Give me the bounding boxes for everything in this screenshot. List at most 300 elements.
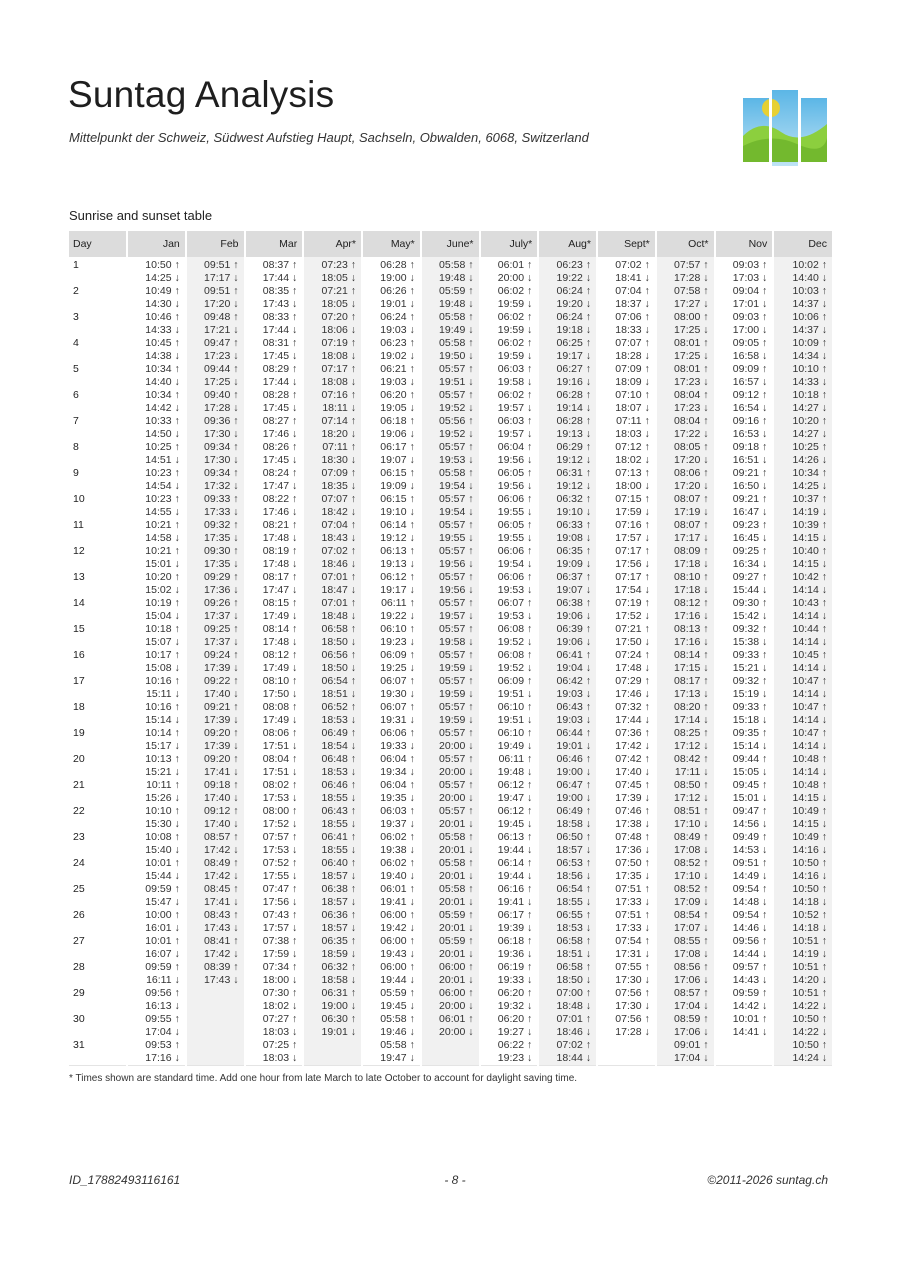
sunrise-time: 07:51 ↑ [615,883,650,895]
sunset-time: 17:49 ↓ [262,661,298,674]
time-cell [656,831,715,857]
sunrise-time: 06:30 ↑ [321,1013,356,1025]
sunset-time: 17:57 ↓ [615,531,650,544]
time-cell [480,675,539,701]
time-cell [597,415,656,441]
sunrise-time: 08:04 ↑ [674,389,709,401]
sunset-time: 15:02 ↓ [145,583,180,596]
sunset-time: 19:59 ↓ [439,661,474,674]
sunrise-time: 06:02 ↑ [380,857,415,869]
time-cell [656,727,715,753]
sunset-time: 17:43 ↓ [204,973,239,986]
table-row [69,519,832,545]
sunset-time: 19:40 ↓ [380,869,415,882]
sunset-time: 19:45 ↓ [497,817,533,830]
sunrise-time: 10:34 ↑ [145,363,180,375]
sunset-time: 17:15 ↓ [674,661,709,674]
sunset-time: 19:51 ↓ [497,687,533,700]
sunset-time: 18:37 ↓ [615,297,650,310]
day-cell: 26 [69,909,127,935]
sunset-time: 14:48 ↓ [732,895,768,908]
sunset-time: 18:33 ↓ [615,323,650,336]
sunrise-time: 06:22 ↑ [497,1039,533,1051]
time-cell [245,987,304,1013]
time-cell [362,337,421,363]
sunset-time: 19:55 ↓ [497,531,533,544]
time-cell [186,909,245,935]
sunrise-time: 05:57 ↑ [439,805,474,817]
sunrise-time: 06:15 ↑ [380,467,415,479]
time-cell [773,545,832,571]
time-cell [362,467,421,493]
sunset-time: 17:17 ↓ [204,271,239,284]
sunset-time: 14:14 ↓ [792,765,827,778]
sunrise-time: 06:31 ↑ [556,467,591,479]
sunset-time: 18:44 ↓ [556,1051,591,1064]
time-cell [597,805,656,831]
time-cell [480,257,539,285]
time-cell [127,623,186,649]
sunset-time: 18:53 ↓ [556,921,591,934]
time-cell [186,727,245,753]
sunset-time: 19:30 ↓ [380,687,415,700]
sunset-time: 19:59 ↓ [497,349,533,362]
sunset-time: 17:51 ↓ [262,765,298,778]
sunrise-time: 09:21 ↑ [732,467,768,479]
sunrise-time: 07:54 ↑ [615,935,650,947]
sunset-time: 17:00 ↓ [732,323,768,336]
sunrise-time: 07:19 ↑ [321,337,356,349]
time-cell [303,857,362,883]
sunset-time: 19:47 ↓ [497,791,533,804]
sunrise-time: 08:25 ↑ [674,727,709,739]
time-cell [597,701,656,727]
time-cell [303,701,362,727]
sunset-time: 15:01 ↓ [732,791,768,804]
time-cell [303,493,362,519]
sunrise-time: 10:48 ↑ [792,753,827,765]
sunset-time: 17:31 ↓ [615,947,650,960]
time-cell [538,961,597,987]
day-cell: 20 [69,753,127,779]
sunset-time: 17:21 ↓ [204,323,239,336]
sunrise-time: 07:12 ↑ [615,441,650,453]
time-cell [303,831,362,857]
time-cell [362,961,421,987]
sunrise-time: 06:53 ↑ [556,857,591,869]
time-cell [538,571,597,597]
sunset-time [721,1052,768,1065]
sunrise-time: 06:20 ↑ [497,1013,533,1025]
time-cell [538,675,597,701]
time-cell [656,363,715,389]
sunset-time: 17:23 ↓ [674,375,709,388]
time-cell [597,519,656,545]
sunrise-time: 06:04 ↑ [380,779,415,791]
sunrise-time: 10:11 ↑ [146,779,180,791]
time-cell [362,597,421,623]
time-cell [186,519,245,545]
time-cell [773,285,832,311]
sunset-time: 18:51 ↓ [556,947,591,960]
sunset-time: 17:36 ↓ [204,583,239,596]
sunset-time: 17:45 ↓ [262,401,298,414]
time-cell [656,311,715,337]
sunset-time [192,1000,239,1013]
sunrise-time: 06:12 ↑ [380,571,415,583]
sunrise-time: 10:00 ↑ [145,909,180,921]
sunset-time: 17:28 ↓ [204,401,239,414]
sunset-time: 19:03 ↓ [556,713,591,726]
time-cell [127,675,186,701]
time-cell [186,883,245,909]
sunrise-time: 10:50 ↑ [792,883,827,895]
sunrise-time: 07:38 ↑ [262,935,298,947]
sunrise-time: 10:23 ↑ [145,467,180,479]
sunrise-time: 08:59 ↑ [674,1013,709,1025]
sunrise-time: 07:06 ↑ [615,311,650,323]
table-row [69,545,832,571]
sunrise-time: 07:56 ↑ [615,1013,650,1025]
sunset-time: 18:53 ↓ [321,765,356,778]
sunrise-time: 07:57 ↑ [262,831,298,843]
table-row [69,857,832,883]
sunrise-time: 10:37 ↑ [792,493,827,505]
sunrise-time: 08:57 ↑ [204,831,239,843]
time-cell [303,753,362,779]
time-cell [656,285,715,311]
sunset-time: 19:52 ↓ [439,401,474,414]
sunset-time: 17:23 ↓ [204,349,239,362]
sunrise-time: 10:33 ↑ [145,415,180,427]
sunrise-time: 07:07 ↑ [615,337,650,349]
time-cell [421,441,480,467]
time-cell [186,1013,245,1039]
sunset-time: 19:56 ↓ [497,453,533,466]
sunrise-time: 06:09 ↑ [497,675,533,687]
sunrise-time: 08:26 ↑ [262,441,298,453]
sunrise-time: 06:08 ↑ [497,623,533,635]
sunset-time: 14:15 ↓ [792,817,827,830]
time-cell [715,961,774,987]
sunset-time: 19:17 ↓ [556,349,591,362]
sunset-time: 19:16 ↓ [556,375,591,388]
time-cell [245,311,304,337]
sunrise-time: 08:06 ↑ [262,727,298,739]
sunset-time: 19:59 ↓ [439,687,474,700]
column-header-month: Sept* [597,231,656,257]
time-cell [362,257,421,285]
sunrise-time: 09:21 ↑ [204,701,239,713]
sunrise-time: 06:04 ↑ [497,441,533,453]
sunrise-time: 06:23 ↑ [556,259,591,271]
time-cell [186,805,245,831]
time-cell [715,1013,774,1039]
sunset-time: 17:22 ↓ [674,427,709,440]
sunrise-time [192,1013,239,1026]
time-cell [597,467,656,493]
time-cell [597,935,656,961]
sunrise-time: 05:58 ↑ [439,467,474,479]
sunset-time: 14:42 ↓ [732,999,768,1012]
time-cell [538,909,597,935]
time-cell [186,467,245,493]
table-row [69,883,832,909]
sunset-time [192,1052,239,1065]
sunset-time: 17:56 ↓ [262,895,298,908]
sunset-time: 18:35 ↓ [321,479,356,492]
sunrise-time: 08:42 ↑ [674,753,709,765]
sunset-time: 15:26 ↓ [145,791,180,804]
time-cell [538,285,597,311]
sunrise-time: 07:45 ↑ [615,779,650,791]
sunrise-time: 07:21 ↑ [321,285,356,297]
sunset-time: 19:17 ↓ [380,583,415,596]
sunrise-time: 06:25 ↑ [556,337,591,349]
sunrise-time: 10:03 ↑ [792,285,827,297]
sunrise-time: 09:12 ↑ [732,389,768,401]
sunrise-time: 05:59 ↑ [380,987,415,999]
sunrise-time: 05:59 ↑ [439,935,474,947]
day-cell: 30 [69,1013,127,1039]
time-cell [656,571,715,597]
time-cell [656,545,715,571]
sunset-time: 18:09 ↓ [615,375,650,388]
sunset-time: 19:58 ↓ [497,375,533,388]
sunrise-time: 09:49 ↑ [732,831,768,843]
sunset-time: 18:03 ↓ [262,1051,298,1064]
sunset-time: 17:33 ↓ [615,895,650,908]
time-cell [303,285,362,311]
sunrise-time: 08:08 ↑ [262,701,298,713]
sunset-time: 14:24 ↓ [792,1051,827,1064]
sunrise-time: 07:55 ↑ [615,961,650,973]
sunset-time: 18:48 ↓ [321,609,356,622]
sunset-time: 19:49 ↓ [439,323,474,336]
day-cell: 12 [69,545,127,571]
sunset-time: 19:47 ↓ [380,1051,415,1064]
sunset-time: 18:46 ↓ [556,1025,591,1038]
time-cell [303,987,362,1013]
time-cell [362,389,421,415]
sunset-time: 19:01 ↓ [556,739,591,752]
sunrise-time: 05:58 ↑ [439,259,474,271]
sunrise-time: 06:10 ↑ [497,727,533,739]
sunset-time: 17:13 ↓ [674,687,709,700]
sunset-time: 17:23 ↓ [674,401,709,414]
time-cell [186,649,245,675]
sunset-time: 17:48 ↓ [262,635,298,648]
sunset-time: 14:43 ↓ [732,973,768,986]
day-cell: 24 [69,857,127,883]
time-cell [421,779,480,805]
time-cell [597,831,656,857]
sunrise-time: 05:58 ↑ [439,337,474,349]
time-cell [715,545,774,571]
sunset-time: 17:35 ↓ [204,557,239,570]
sunrise-time: 08:10 ↑ [674,571,709,583]
sunset-time: 19:44 ↓ [497,869,533,882]
time-cell [421,909,480,935]
sunset-time: 17:41 ↓ [204,765,239,778]
sunrise-time: 06:06 ↑ [380,727,415,739]
sunrise-time: 06:11 ↑ [381,597,415,609]
sunrise-time: 06:46 ↑ [321,779,356,791]
time-cell [538,883,597,909]
sunrise-time: 06:06 ↑ [497,545,533,557]
table-row [69,1013,832,1039]
time-cell [245,727,304,753]
sunrise-time: 07:15 ↑ [615,493,650,505]
sunrise-time: 10:17 ↑ [145,649,180,661]
time-cell [480,1013,539,1039]
time-cell [773,753,832,779]
sunset-time: 18:47 ↓ [321,583,356,596]
sunset-time: 19:03 ↓ [380,323,415,336]
sunset-time: 20:01 ↓ [439,817,474,830]
sunset-time: 17:08 ↓ [674,947,709,960]
time-cell [362,935,421,961]
time-cell [538,441,597,467]
sunrise-time: 05:59 ↑ [439,285,474,297]
time-cell [186,1039,245,1066]
sunset-time: 17:42 ↓ [615,739,650,752]
sunrise-time: 06:56 ↑ [321,649,356,661]
sunset-time: 19:12 ↓ [556,453,591,466]
day-cell: 2 [69,285,127,311]
sunrise-time: 06:04 ↑ [380,753,415,765]
time-cell [773,363,832,389]
time-cell [245,961,304,987]
sunrise-time: 08:50 ↑ [674,779,709,791]
sunrise-time [192,987,239,1000]
sunset-time: 19:46 ↓ [380,1025,415,1038]
time-cell [597,909,656,935]
sunrise-time: 08:00 ↑ [674,311,709,323]
time-cell [773,701,832,727]
sunrise-time [721,1039,768,1052]
sunrise-time: 05:57 ↑ [439,441,474,453]
sunrise-time: 07:17 ↑ [321,363,356,375]
time-cell [362,987,421,1013]
time-cell [597,285,656,311]
time-cell [538,623,597,649]
time-cell [245,883,304,909]
sunset-time: 19:03 ↓ [556,687,591,700]
time-cell [186,753,245,779]
day-cell: 14 [69,597,127,623]
time-cell [303,883,362,909]
sunset-time: 17:53 ↓ [262,791,298,804]
sunrise-time: 05:57 ↑ [439,701,474,713]
sunrise-time: 06:38 ↑ [556,597,591,609]
sunrise-sunset-table [69,231,832,1066]
sunset-time: 18:28 ↓ [615,349,650,362]
table-row [69,337,832,363]
sunset-time: 18:02 ↓ [615,453,650,466]
sunset-time: 17:30 ↓ [615,973,650,986]
sunrise-time: 10:39 ↑ [792,519,827,531]
time-cell [656,649,715,675]
time-cell [538,257,597,285]
sunset-time: 17:12 ↓ [674,791,709,804]
time-cell [127,311,186,337]
sunset-time: 15:21 ↓ [145,765,180,778]
time-cell [303,311,362,337]
table-row [69,285,832,311]
sunset-time: 20:01 ↓ [439,869,474,882]
time-cell [421,389,480,415]
sunrise-time: 09:20 ↑ [204,753,239,765]
sunrise-time: 06:24 ↑ [380,311,415,323]
sunrise-time: 05:58 ↑ [439,883,474,895]
day-cell: 4 [69,337,127,363]
sunset-time: 17:39 ↓ [204,739,239,752]
time-cell [715,597,774,623]
sunrise-time: 06:02 ↑ [380,831,415,843]
time-cell [303,623,362,649]
sunset-time: 17:46 ↓ [615,687,650,700]
sunrise-time: 06:02 ↑ [497,311,533,323]
table-row [69,831,832,857]
sunrise-time: 09:09 ↑ [732,363,768,375]
sunset-time: 19:43 ↓ [380,947,415,960]
sunset-time: 16:54 ↓ [732,401,768,414]
time-cell [362,857,421,883]
sunrise-time: 09:18 ↑ [204,779,239,791]
sunset-time: 17:48 ↓ [615,661,650,674]
sunset-time: 17:43 ↓ [262,297,298,310]
sunrise-time: 06:07 ↑ [380,701,415,713]
sunrise-time [192,1039,239,1052]
table-row [69,753,832,779]
sunset-time: 19:57 ↓ [497,427,533,440]
sunset-time: 18:50 ↓ [321,635,356,648]
sunrise-time: 10:14 ↑ [145,727,180,739]
sunrise-time: 10:45 ↑ [145,337,180,349]
time-cell [715,935,774,961]
time-cell [127,257,186,285]
table-row [69,987,832,1013]
sunrise-time: 07:14 ↑ [321,415,356,427]
table-row [69,493,832,519]
sunrise-time: 06:18 ↑ [380,415,415,427]
time-cell [773,883,832,909]
time-cell [597,441,656,467]
time-cell [538,779,597,805]
time-cell [538,337,597,363]
sunset-time: 18:51 ↓ [321,687,356,700]
table-row [69,935,832,961]
sunrise-time: 06:28 ↑ [380,259,415,271]
sunset-time [427,1052,474,1065]
time-cell [127,857,186,883]
sunrise-time: 08:17 ↑ [262,571,298,583]
sunset-time: 17:06 ↓ [674,973,709,986]
time-cell [480,415,539,441]
time-cell [362,831,421,857]
sunrise-time: 10:50 ↑ [792,857,827,869]
time-cell [597,987,656,1013]
sunset-time: 17:35 ↓ [204,531,239,544]
sunset-time: 20:01 ↓ [439,973,474,986]
table-row [69,257,832,285]
time-cell [127,753,186,779]
sunrise-time: 06:00 ↑ [380,909,415,921]
sunrise-time: 08:12 ↑ [674,597,709,609]
sunrise-time: 07:20 ↑ [321,311,356,323]
sunrise-time: 10:48 ↑ [792,779,827,791]
